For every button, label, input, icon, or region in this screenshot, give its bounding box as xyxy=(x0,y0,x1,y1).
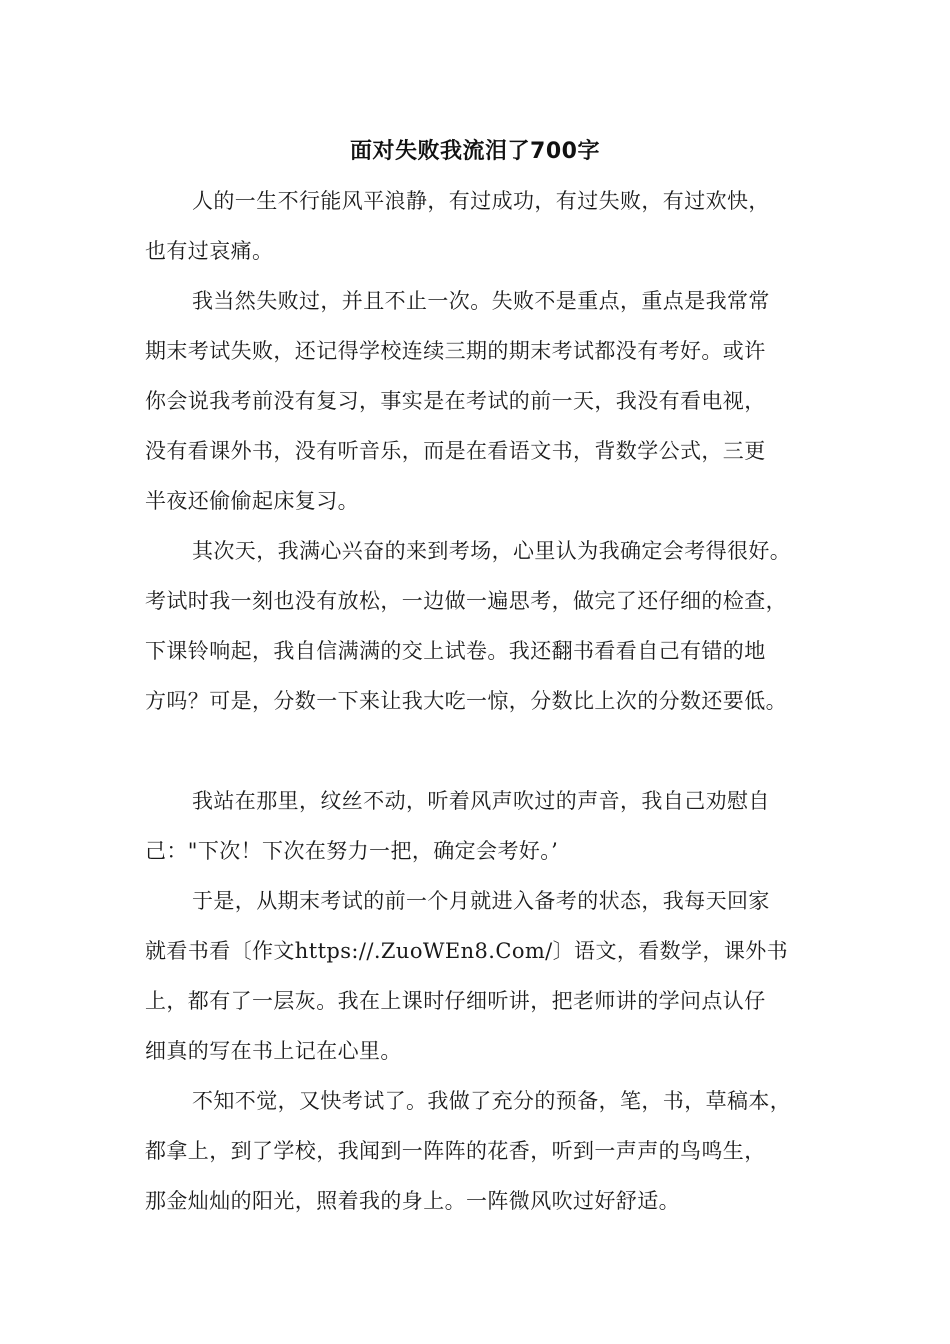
paragraph-3-line-2: 考试时我一刻也没有放松，一边做一遍思考，做完了还仔细的检查， xyxy=(145,589,787,613)
paragraph-1-line-1: 人的一生不行能风平浪静，有过成功，有过失败，有过欢快， xyxy=(192,189,770,213)
paragraph-5-line-1: 于是，从期末考试的前一个月就进入备考的状态，我每天回家 xyxy=(192,889,770,913)
paragraph-3-line-1: 其次天，我满心兴奋的来到考场，心里认为我确定会考得很好。 xyxy=(192,539,792,563)
paragraph-2-line-4: 没有看课外书，没有听音乐，而是在看语文书，背数学公式，三更 xyxy=(145,439,766,463)
paragraph-6-line-1: 不知不觉，又快考试了。我做了充分的预备，笔，书，草稿本， xyxy=(192,1089,792,1113)
paragraph-3-line-4: 方吗？可是，分数一下来让我大吃一惊，分数比上次的分数还要低。 xyxy=(145,689,787,713)
paragraph-2-line-1: 我当然失败过，并且不止一次。失败不是重点，重点是我常常 xyxy=(192,289,770,313)
paragraph-5-line-2: 就看书看〔作文https://.ZuoWEn8.Com/〕语文，看数学，课外书 xyxy=(145,939,789,963)
paragraph-2-line-3: 你会说我考前没有复习，事实是在考试的前一天，我没有看电视， xyxy=(145,389,766,413)
paragraph-2-line-5: 半夜还偷偷起床复习。 xyxy=(145,489,359,513)
paragraph-2-line-2: 期末考试失败，还记得学校连续三期的期末考试都没有考好。或许 xyxy=(145,339,766,363)
paragraph-5-line-3: 上，都有了一层灰。我在上课时仔细听讲，把老师讲的学问点认仔 xyxy=(145,989,766,1013)
document-title: 面对失败我流泪了700字 xyxy=(350,139,600,164)
paragraph-1-line-2: 也有过哀痛。 xyxy=(145,239,274,263)
paragraph-6-line-3: 那金灿灿的阳光，照着我的身上。一阵微风吹过好舒适。 xyxy=(145,1189,680,1213)
paragraph-4-line-2: 己："下次！下次在努力一把，确定会考好。’ xyxy=(145,839,559,863)
paragraph-6-line-2: 都拿上，到了学校，我闻到一阵阵的花香，听到一声声的鸟鸣生， xyxy=(145,1139,766,1163)
paragraph-3-line-3: 下课铃响起，我自信满满的交上试卷。我还翻书看看自己有错的地 xyxy=(145,639,766,663)
paragraph-5-line-4: 细真的写在书上记在心里。 xyxy=(145,1039,402,1063)
paragraph-4-line-1: 我站在那里，纹丝不动，听着风声吹过的声音，我自己劝慰自 xyxy=(192,789,770,813)
